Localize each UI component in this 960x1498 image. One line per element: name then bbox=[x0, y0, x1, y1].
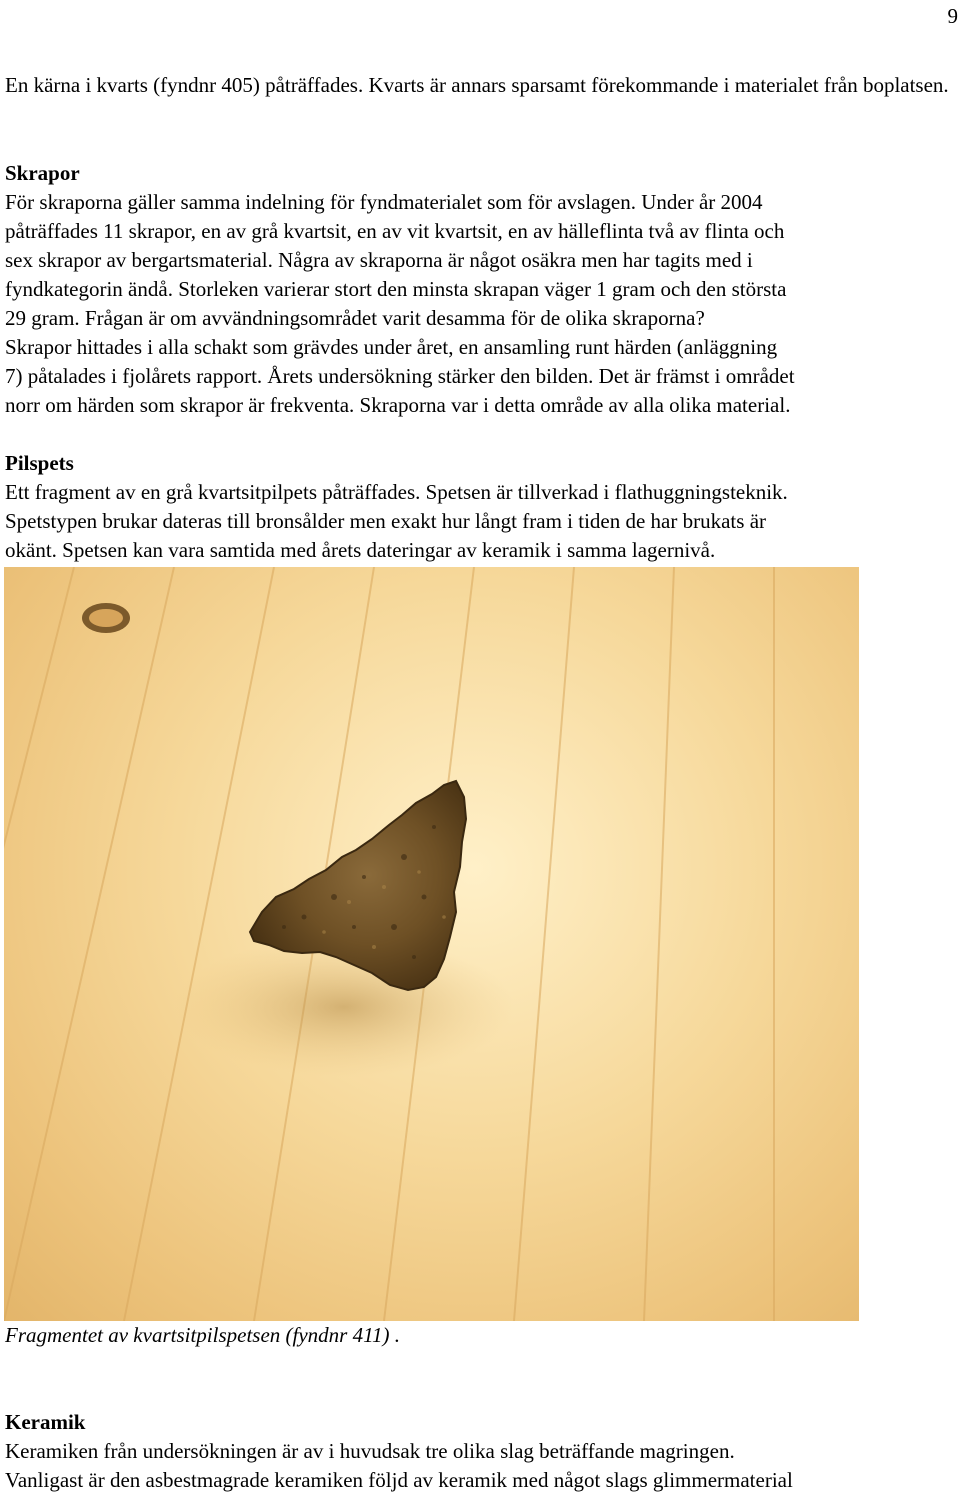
text-line: 29 gram. Frågan är om avvändningsområdet varit desamma för de olika skraporna? bbox=[5, 306, 705, 330]
text-line: 7) påtalades i fjolårets rapport. Årets undersökning stärker den bilden. Det är främst i området bbox=[5, 364, 795, 388]
text-line: För skraporna gäller samma indelning för fyndmaterialet som för avslagen. Under år 2004 bbox=[5, 190, 763, 214]
text-line: Spetstypen brukar dateras till bronsålder men exakt hur långt fram i tiden de har brukats är bbox=[5, 509, 767, 533]
text-line: okänt. Spetsen kan vara samtida med årets dateringar av keramik i samma lagernivå. bbox=[5, 538, 716, 562]
text-line: fyndkategorin ändå. Storleken varierar stort den minsta skrapan väger 1 gram och den största bbox=[5, 277, 787, 301]
text-line: Keramiken från undersökningen är av i huvudsak tre olika slag beträffande magringen. bbox=[5, 1439, 735, 1463]
figure-caption: Fragmentet av kvartsitpilspetsen (fyndnr 411) . bbox=[5, 1323, 401, 1347]
section-heading-skrapor: Skrapor bbox=[5, 161, 80, 185]
text-line: sex skrapor av bergartsmaterial. Några av skraporna är något osäkra men har tagits med i bbox=[5, 248, 753, 272]
intro-paragraph: En kärna i kvarts (fyndnr 405) påträffades. Kvarts är annars sparsamt förekommande i materialet från boplatsen. bbox=[5, 73, 949, 97]
page-number: 9 bbox=[947, 4, 958, 28]
text-line: Skrapor hittades i alla schakt som grävdes under året, en ansamling runt härden (anläggning bbox=[5, 335, 778, 359]
text-line: Vanligast är den asbestmagrade keramiken följd av keramik med något slags glimmermaterial bbox=[5, 1468, 793, 1492]
arrowhead-photo-graphic bbox=[4, 567, 859, 1321]
text-line: Ett fragment av en grå kvartsitpilpets påträffades. Spetsen är tillverkad i flathuggningsteknik. bbox=[5, 480, 788, 504]
text-line: påträffades 11 skrapor, en av grå kvartsit, en av vit kvartsit, en av hälleflinta två av flinta och bbox=[5, 219, 785, 243]
section-heading-keramik: Keramik bbox=[5, 1410, 86, 1434]
arrowhead-photo bbox=[4, 567, 859, 1321]
text-line: norr om härden som skrapor är frekventa. Skraporna var i detta område av alla olika material. bbox=[5, 393, 791, 417]
section-heading-pilspets: Pilspets bbox=[5, 451, 74, 475]
